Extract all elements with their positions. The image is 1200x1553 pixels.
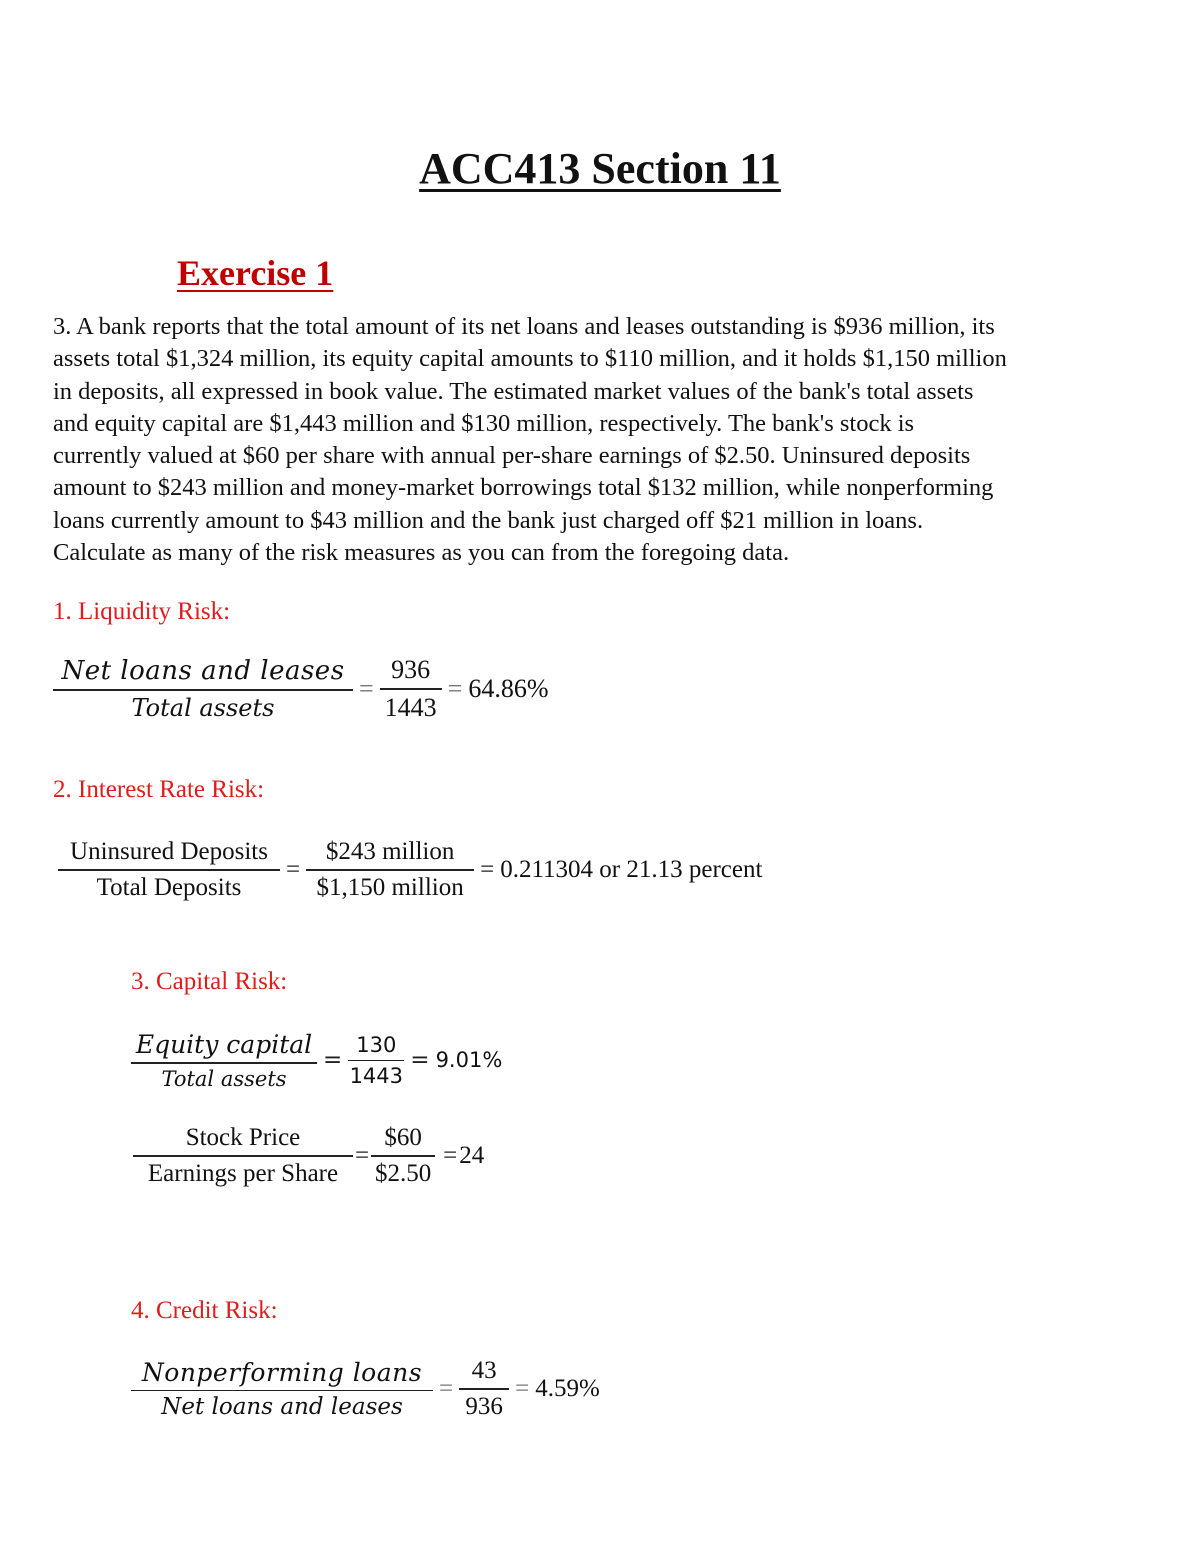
problem-line: and equity capital are $1,443 million and $130 million, respectively. The bank's stock is xyxy=(53,409,915,437)
fraction-numerator: $60 xyxy=(384,1124,422,1151)
capital-risk-label: 3. Capital Risk: xyxy=(131,968,288,995)
pe-ratio-fraction xyxy=(133,1124,353,1188)
fraction-bar xyxy=(131,1062,317,1064)
interest-value-fraction xyxy=(306,838,474,902)
equals-sign: = xyxy=(323,1047,343,1074)
equals-sign: = xyxy=(439,1374,454,1402)
fraction-bar xyxy=(306,869,474,871)
equals-sign: = xyxy=(410,1047,430,1074)
liquidity-result: 64.86% xyxy=(468,673,549,703)
equals-sign: = xyxy=(359,673,374,703)
fraction-numerator: 936 xyxy=(391,655,431,684)
equals-sign: = xyxy=(286,855,301,883)
exercise-heading: Exercise 1 xyxy=(177,253,334,293)
interest-result: 0.211304 or 21.13 percent xyxy=(500,855,763,883)
fraction-numerator: Stock Price xyxy=(185,1124,301,1151)
problem-line: amount to $243 million and money-market borrowings total $132 million, while nonperforming xyxy=(53,474,994,502)
fraction-numerator: Uninsured Deposits xyxy=(70,838,268,865)
liquidity-risk-label: 1. Liquidity Risk: xyxy=(53,598,231,625)
credit-value-fraction xyxy=(459,1357,509,1421)
fraction-bar xyxy=(371,1155,435,1157)
fraction-denominator: Total Deposits xyxy=(96,873,242,901)
capital-ratio-formula xyxy=(131,1030,502,1091)
problem-line: Calculate as many of the risk measures as you can from the foregoing data. xyxy=(53,539,790,567)
fraction-numerator: 43 xyxy=(471,1357,497,1384)
fraction-denominator: 1443 xyxy=(349,1064,404,1088)
fraction-denominator: 1443 xyxy=(384,692,437,722)
interest-rate-risk-label: 2. Interest Rate Risk: xyxy=(53,776,265,803)
pe-ratio-result: 24 xyxy=(459,1141,485,1169)
fraction-bar xyxy=(58,869,280,871)
problem-line: 3. A bank reports that the total amount of its net loans and leases outstanding is $936 million, its xyxy=(53,313,995,340)
page-title: ACC413 Section 11 xyxy=(419,144,781,193)
fraction-bar xyxy=(133,1155,353,1157)
problem-statement xyxy=(53,311,1163,569)
problem-line: in deposits, all expressed in book value. The estimated market values of the bank's total assets xyxy=(53,377,974,405)
fraction-numerator: 130 xyxy=(356,1032,397,1057)
fraction-denominator: $1,150 million xyxy=(316,873,464,901)
interest-rate-risk-formula xyxy=(58,838,762,902)
fraction-bar xyxy=(348,1060,404,1062)
liquidity-ratio-fraction xyxy=(53,656,353,722)
fraction-bar xyxy=(459,1388,509,1390)
fraction-denominator: $2.50 xyxy=(374,1159,432,1187)
fraction-bar xyxy=(131,1390,433,1392)
problem-line: currently valued at $60 per share with annual per-share earnings of $2.50. Uninsured deposits xyxy=(53,442,971,470)
price-earnings-formula xyxy=(133,1124,484,1188)
capital-value-fraction xyxy=(348,1033,404,1089)
interest-ratio-fraction xyxy=(58,838,280,902)
pe-value-fraction xyxy=(371,1124,435,1188)
fraction-denominator: 936 xyxy=(465,1392,503,1420)
fraction-bar xyxy=(380,688,442,690)
capital-ratio-fraction xyxy=(131,1030,317,1091)
credit-risk-formula xyxy=(131,1357,600,1421)
equals-sign: = xyxy=(447,673,463,703)
problem-line: loans currently amount to $43 million and the bank just charged off $21 million in loans. xyxy=(53,506,924,534)
fraction-bar xyxy=(53,689,353,691)
fraction-numerator: $243 million xyxy=(325,838,455,865)
fraction-numerator: Equity capital xyxy=(135,1030,313,1059)
fraction-numerator: Net loans and leases xyxy=(61,656,345,686)
fraction-denominator: Earnings per Share xyxy=(147,1159,339,1187)
equals-sign: = xyxy=(480,855,495,883)
fraction-denominator: Total assets xyxy=(131,693,275,722)
fraction-denominator: Net loans and leases xyxy=(161,1394,403,1420)
capital-ratio-result: 9.01% xyxy=(435,1048,503,1073)
fraction-denominator: Total assets xyxy=(161,1066,287,1091)
credit-ratio-fraction xyxy=(131,1358,433,1421)
fraction-numerator: Nonperforming loans xyxy=(141,1357,423,1387)
equals-sign: = xyxy=(355,1141,370,1169)
credit-result: 4.59% xyxy=(535,1374,600,1402)
equals-sign: = xyxy=(443,1141,458,1169)
credit-risk-label: 4. Credit Risk: xyxy=(131,1297,278,1324)
liquidity-value-fraction xyxy=(380,655,442,723)
liquidity-risk-formula xyxy=(53,655,549,723)
equals-sign: = xyxy=(515,1374,530,1402)
problem-line: assets total $1,324 million, its equity capital amounts to $110 million, and it holds $1,150 million xyxy=(53,345,1007,373)
